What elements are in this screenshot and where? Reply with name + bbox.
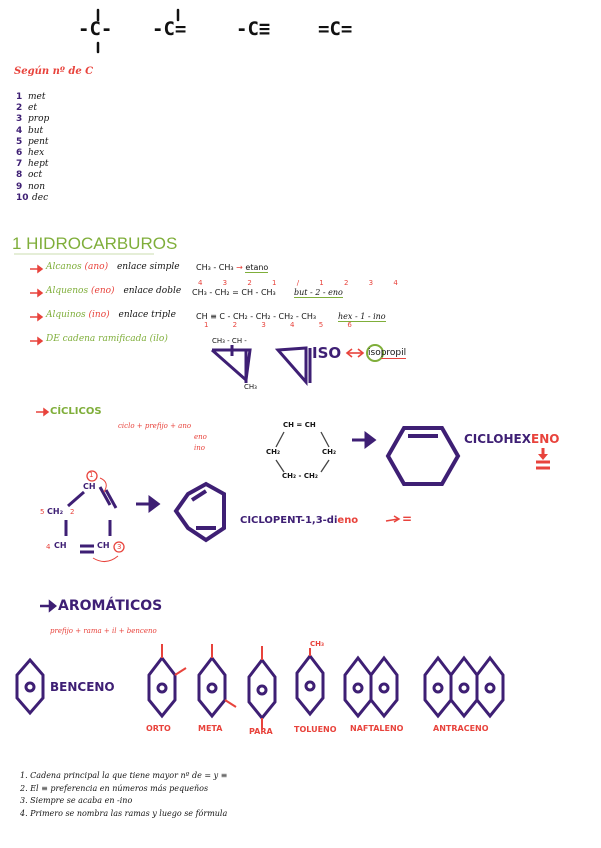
ramificada-branch: CH₃ [244, 383, 257, 391]
cyclohexene-name: CICLOHEXENO [464, 432, 560, 446]
bond-single: -C- [78, 18, 113, 40]
alquinos-row: Alquinos (ino) enlace triple [46, 310, 176, 320]
renumber-arrow-bottom [93, 556, 118, 562]
rule-item: 3. Siempre se acaba en -ino [20, 796, 133, 805]
red-arrow-iso [347, 349, 363, 357]
rule-item: 4. Primero se nombra las ramas y luego se fórmula [20, 808, 228, 818]
cp-top-num: 1 [89, 471, 94, 479]
ciclicos-ino: ino [194, 444, 205, 452]
cyclohexene-bottom: CH₂ - CH₂ [282, 472, 318, 480]
aromaticos-rule: prefijo + rama + il + benceno [50, 627, 157, 635]
ciclicos-title: CÍCLICOS [50, 406, 102, 417]
prefix-item: 1 met [16, 92, 46, 102]
prefix-item: 5 pent [16, 136, 49, 147]
cyclohexene-hexagon [388, 428, 458, 484]
benceno-label: BENCENO [50, 680, 115, 694]
alquinos-formula: CH ≡ C - CH₂ - CH₂ - CH₂ - CH₃ [196, 312, 317, 321]
cyclohexene-right1: CH₂ [322, 448, 337, 456]
rule-item: 2. El ≡ preferencia en números más pequeños [20, 783, 209, 793]
cp-bottom-left: CH [54, 541, 67, 550]
aromaticos-title: AROMÁTICOS [58, 598, 163, 614]
prefix-item: 4 but [16, 125, 44, 136]
alquinos-name: hex - 1 - ino [338, 312, 386, 321]
alquenos-numbers: 4 3 2 1 / 1 2 3 4 [198, 279, 407, 287]
segun-title: Según nº de C [14, 66, 94, 77]
aromatic-substituents [162, 644, 310, 730]
bond-double-double: =C= [318, 18, 353, 40]
aromaticos-arrow [40, 602, 55, 610]
ramificada-label: DE cadena ramificada (ilo) [46, 334, 168, 344]
label-antraceno: ANTRACENO [433, 724, 489, 733]
ciclicos-rule: ciclo + prefijo + ano [118, 422, 192, 430]
label-tolueno: TOLUENO [294, 725, 337, 734]
isopropil-result: isopropil [368, 348, 407, 358]
isopropyl-sketch [212, 345, 310, 383]
prefix-item: 2 et [16, 103, 37, 114]
ciclicos-eno: eno [194, 433, 207, 441]
cp-left-num-b: 2 [70, 508, 75, 516]
label-naftaleno: NAFTALENO [350, 724, 404, 733]
cyclohexene-left1: CH₂ [266, 448, 281, 456]
label-para: PARA [249, 727, 273, 736]
cyclopentadiene-name: CICLOPENT-1,3-dieno [240, 515, 359, 526]
prefix-item: 7 hept [16, 159, 49, 170]
alquenos-formula: CH₃ - CH₂ = CH - CH₃ [192, 288, 276, 297]
label-meta: META [198, 724, 223, 733]
label-orto: ORTO [146, 724, 171, 733]
cp-bottom-right: CH [97, 541, 110, 550]
alquinos-numbers: 1 2 3 4 5 6 [204, 321, 363, 329]
prefix-item: 8 oct [16, 170, 43, 181]
bond-double: -C= [152, 18, 187, 40]
alquenos-name: but - 2 - eno [294, 288, 343, 297]
arrow-to-cyclopentadiene [136, 498, 158, 510]
alcanos-formula: CH₃ - CH₃ → etano [196, 263, 269, 272]
bond-triple: -C≡ [236, 18, 271, 40]
prefix-item: 10 dec [16, 192, 49, 203]
toluene-methyl: CH₃ [310, 640, 325, 648]
prefix-item: 3 prop [16, 114, 50, 125]
ramificada-chain: CH₃ - CH - [212, 337, 247, 345]
section1-title: 1 HIDROCARBUROS [12, 234, 178, 253]
arrow-to-cyclohexene [352, 434, 374, 446]
rules-list [20, 770, 227, 820]
cp-left: CH₂ [47, 507, 64, 516]
dieno-equals: = [402, 512, 413, 526]
cp-top: CH [83, 482, 96, 491]
cyclopentadiene-ring [176, 484, 224, 540]
alcanos-row: Alcanos (ano) enlace simple [46, 262, 180, 272]
cp-left-num-a: 5 [40, 508, 45, 516]
prefix-item: 9 non [16, 181, 46, 192]
prefix-list [16, 92, 49, 204]
alquenos-row: Alquenos (eno) enlace doble [46, 286, 182, 296]
prefix-item: 6 hex [16, 148, 45, 159]
rule-item: 1. Cadena principal la que tiene mayor nº de = y ≡ [20, 771, 228, 780]
cyclohexene-top: CH = CH [283, 421, 316, 429]
cp-bottom-left-num: 4 [46, 543, 51, 551]
cp-bottom-right-num: 3 [117, 543, 122, 551]
iso-label: ISO [312, 344, 342, 362]
red-arrow-dieno [386, 516, 399, 522]
